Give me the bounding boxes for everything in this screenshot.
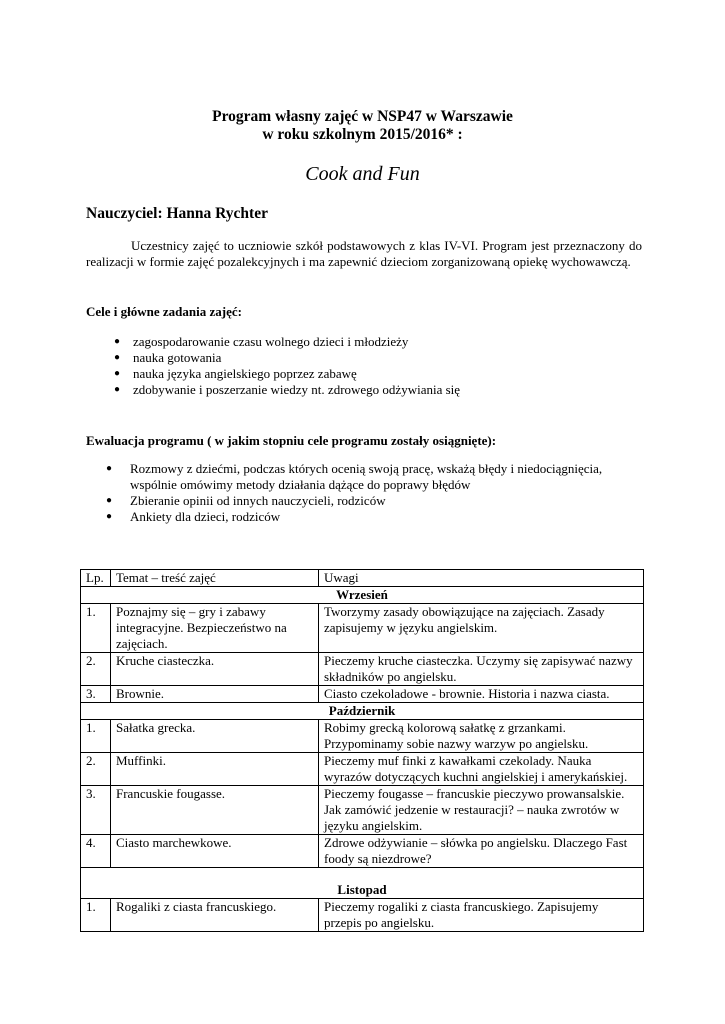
row-number: 1. bbox=[81, 720, 111, 753]
bullet-icon: ● bbox=[106, 463, 113, 474]
goal-text: zdobywanie i poszerzanie wiedzy nt. zdrowego odżywiania się bbox=[133, 382, 461, 397]
month-row bbox=[81, 703, 644, 720]
bullet-icon: ● bbox=[106, 511, 113, 522]
row-number: 3. bbox=[81, 686, 111, 703]
evaluation-text: Ankiety dla dzieci, rodziców bbox=[130, 509, 281, 524]
row-topic: Muffinki. bbox=[111, 753, 319, 786]
bullet-icon: ● bbox=[114, 352, 121, 363]
row-notes: Robimy grecką kolorową sałatkę z grzankami. Przypominamy sobie nazwy warzyw po angielsku. bbox=[319, 720, 644, 753]
table-row bbox=[81, 720, 644, 753]
row-topic: Francuskie fougasse. bbox=[111, 786, 319, 835]
table-row bbox=[81, 753, 644, 786]
bullet-icon: ● bbox=[114, 336, 121, 347]
goal-text: nauka języka angielskiego poprzez zabawę bbox=[133, 366, 357, 381]
list-item bbox=[114, 382, 633, 398]
row-notes: Pieczemy rogaliki z ciasta francuskiego. Zapisujemy przepis po angielsku. bbox=[319, 899, 644, 932]
table-row bbox=[81, 686, 644, 703]
table-row bbox=[81, 899, 644, 932]
list-item bbox=[114, 366, 633, 382]
bullet-icon: ● bbox=[114, 368, 121, 379]
goals-heading: Cele i główne zadania zajęć: bbox=[86, 304, 242, 319]
row-number: 3. bbox=[81, 786, 111, 835]
document-title: Program własny zajęć w NSP47 w Warszawie bbox=[212, 108, 513, 125]
bullet-icon: ● bbox=[114, 384, 121, 395]
teacher-name: Nauczyciel: Hanna Rychter bbox=[86, 205, 268, 222]
evaluation-text: Rozmowy z dziećmi, podczas których ocenią swoją pracę, wskażą błędy i niedociągnięcia, wspólnie omówimy metody działania dążące do poprawy błędów bbox=[130, 461, 603, 492]
table-row bbox=[81, 653, 644, 686]
list-item bbox=[106, 461, 640, 493]
row-topic: Brownie. bbox=[111, 686, 319, 703]
bullet-icon: ● bbox=[106, 495, 113, 506]
goal-text: nauka gotowania bbox=[133, 350, 222, 365]
evaluation-heading: Ewaluacja programu ( w jakim stopniu cele programu zostały osiągnięte): bbox=[86, 433, 497, 448]
row-notes: Pieczemy kruche ciasteczka. Uczymy się zapisywać nazwy składników po angielsku. bbox=[319, 653, 644, 686]
list-item bbox=[114, 350, 633, 366]
row-number: 1. bbox=[81, 899, 111, 932]
row-notes: Ciasto czekoladowe - brownie. Historia i nazwa ciasta. bbox=[319, 686, 644, 703]
program-name: Cook and Fun bbox=[305, 163, 420, 185]
table-row bbox=[81, 786, 644, 835]
column-header-notes: Uwagi bbox=[319, 570, 644, 587]
month-label-september: Wrzesień bbox=[81, 587, 644, 604]
row-topic: Poznajmy się – gry i zabawy integracyjne. Bezpieczeństwo na zajęciach. bbox=[111, 604, 319, 653]
row-notes: Tworzymy zasady obowiązujące na zajęciach. Zasady zapisujemy w języku angielskim. bbox=[319, 604, 644, 653]
column-header-number: Lp. bbox=[81, 570, 111, 587]
row-notes: Pieczemy fougasse – francuskie pieczywo prowansalskie. Jak zamówić jedzenie w restauracji? – nauka zwrotów w języku angielskim. bbox=[319, 786, 644, 835]
list-item bbox=[114, 334, 633, 350]
intro-paragraph: Uczestnicy zajęć to uczniowie szkół podstawowych z klas IV-VI. Program jest przeznaczony do realizacji w formie zajęć pozalekcyjnych i ma zapewnić dzieciom zorganizowaną opiekę wychowawczą. bbox=[86, 238, 642, 269]
goal-text: zagospodarowanie czasu wolnego dzieci i młodzieży bbox=[133, 334, 409, 349]
row-topic: Sałatka grecka. bbox=[111, 720, 319, 753]
month-row bbox=[81, 868, 644, 899]
column-header-topic: Temat – treść zajęć bbox=[111, 570, 319, 587]
row-number: 2. bbox=[81, 753, 111, 786]
table-row bbox=[81, 604, 644, 653]
row-notes: Pieczemy muf finki z kawałkami czekolady. Nauka wyrazów dotyczących kuchni angielskiej i amerykańskiej. bbox=[319, 753, 644, 786]
list-item bbox=[106, 509, 640, 525]
row-number: 1. bbox=[81, 604, 111, 653]
row-topic: Kruche ciasteczka. bbox=[111, 653, 319, 686]
schedule-table bbox=[80, 569, 644, 932]
row-number: 4. bbox=[81, 835, 111, 868]
month-label-november: Listopad bbox=[81, 868, 644, 899]
row-topic: Ciasto marchewkowe. bbox=[111, 835, 319, 868]
list-item bbox=[106, 493, 640, 509]
row-topic: Rogaliki z ciasta francuskiego. bbox=[111, 899, 319, 932]
row-notes: Zdrowe odżywianie – słówka po angielsku. Dlaczego Fast foody są niezdrowe? bbox=[319, 835, 644, 868]
table-row bbox=[81, 835, 644, 868]
table-header-row bbox=[81, 570, 644, 587]
goals-list bbox=[114, 334, 633, 398]
document-title-line2: w roku szkolnym 2015/2016* : bbox=[262, 126, 463, 143]
evaluation-text: Zbieranie opinii od innych nauczycieli, rodziców bbox=[130, 493, 386, 508]
row-number: 2. bbox=[81, 653, 111, 686]
month-row bbox=[81, 587, 644, 604]
month-label-october: Październik bbox=[81, 703, 644, 720]
evaluation-list bbox=[106, 461, 640, 525]
